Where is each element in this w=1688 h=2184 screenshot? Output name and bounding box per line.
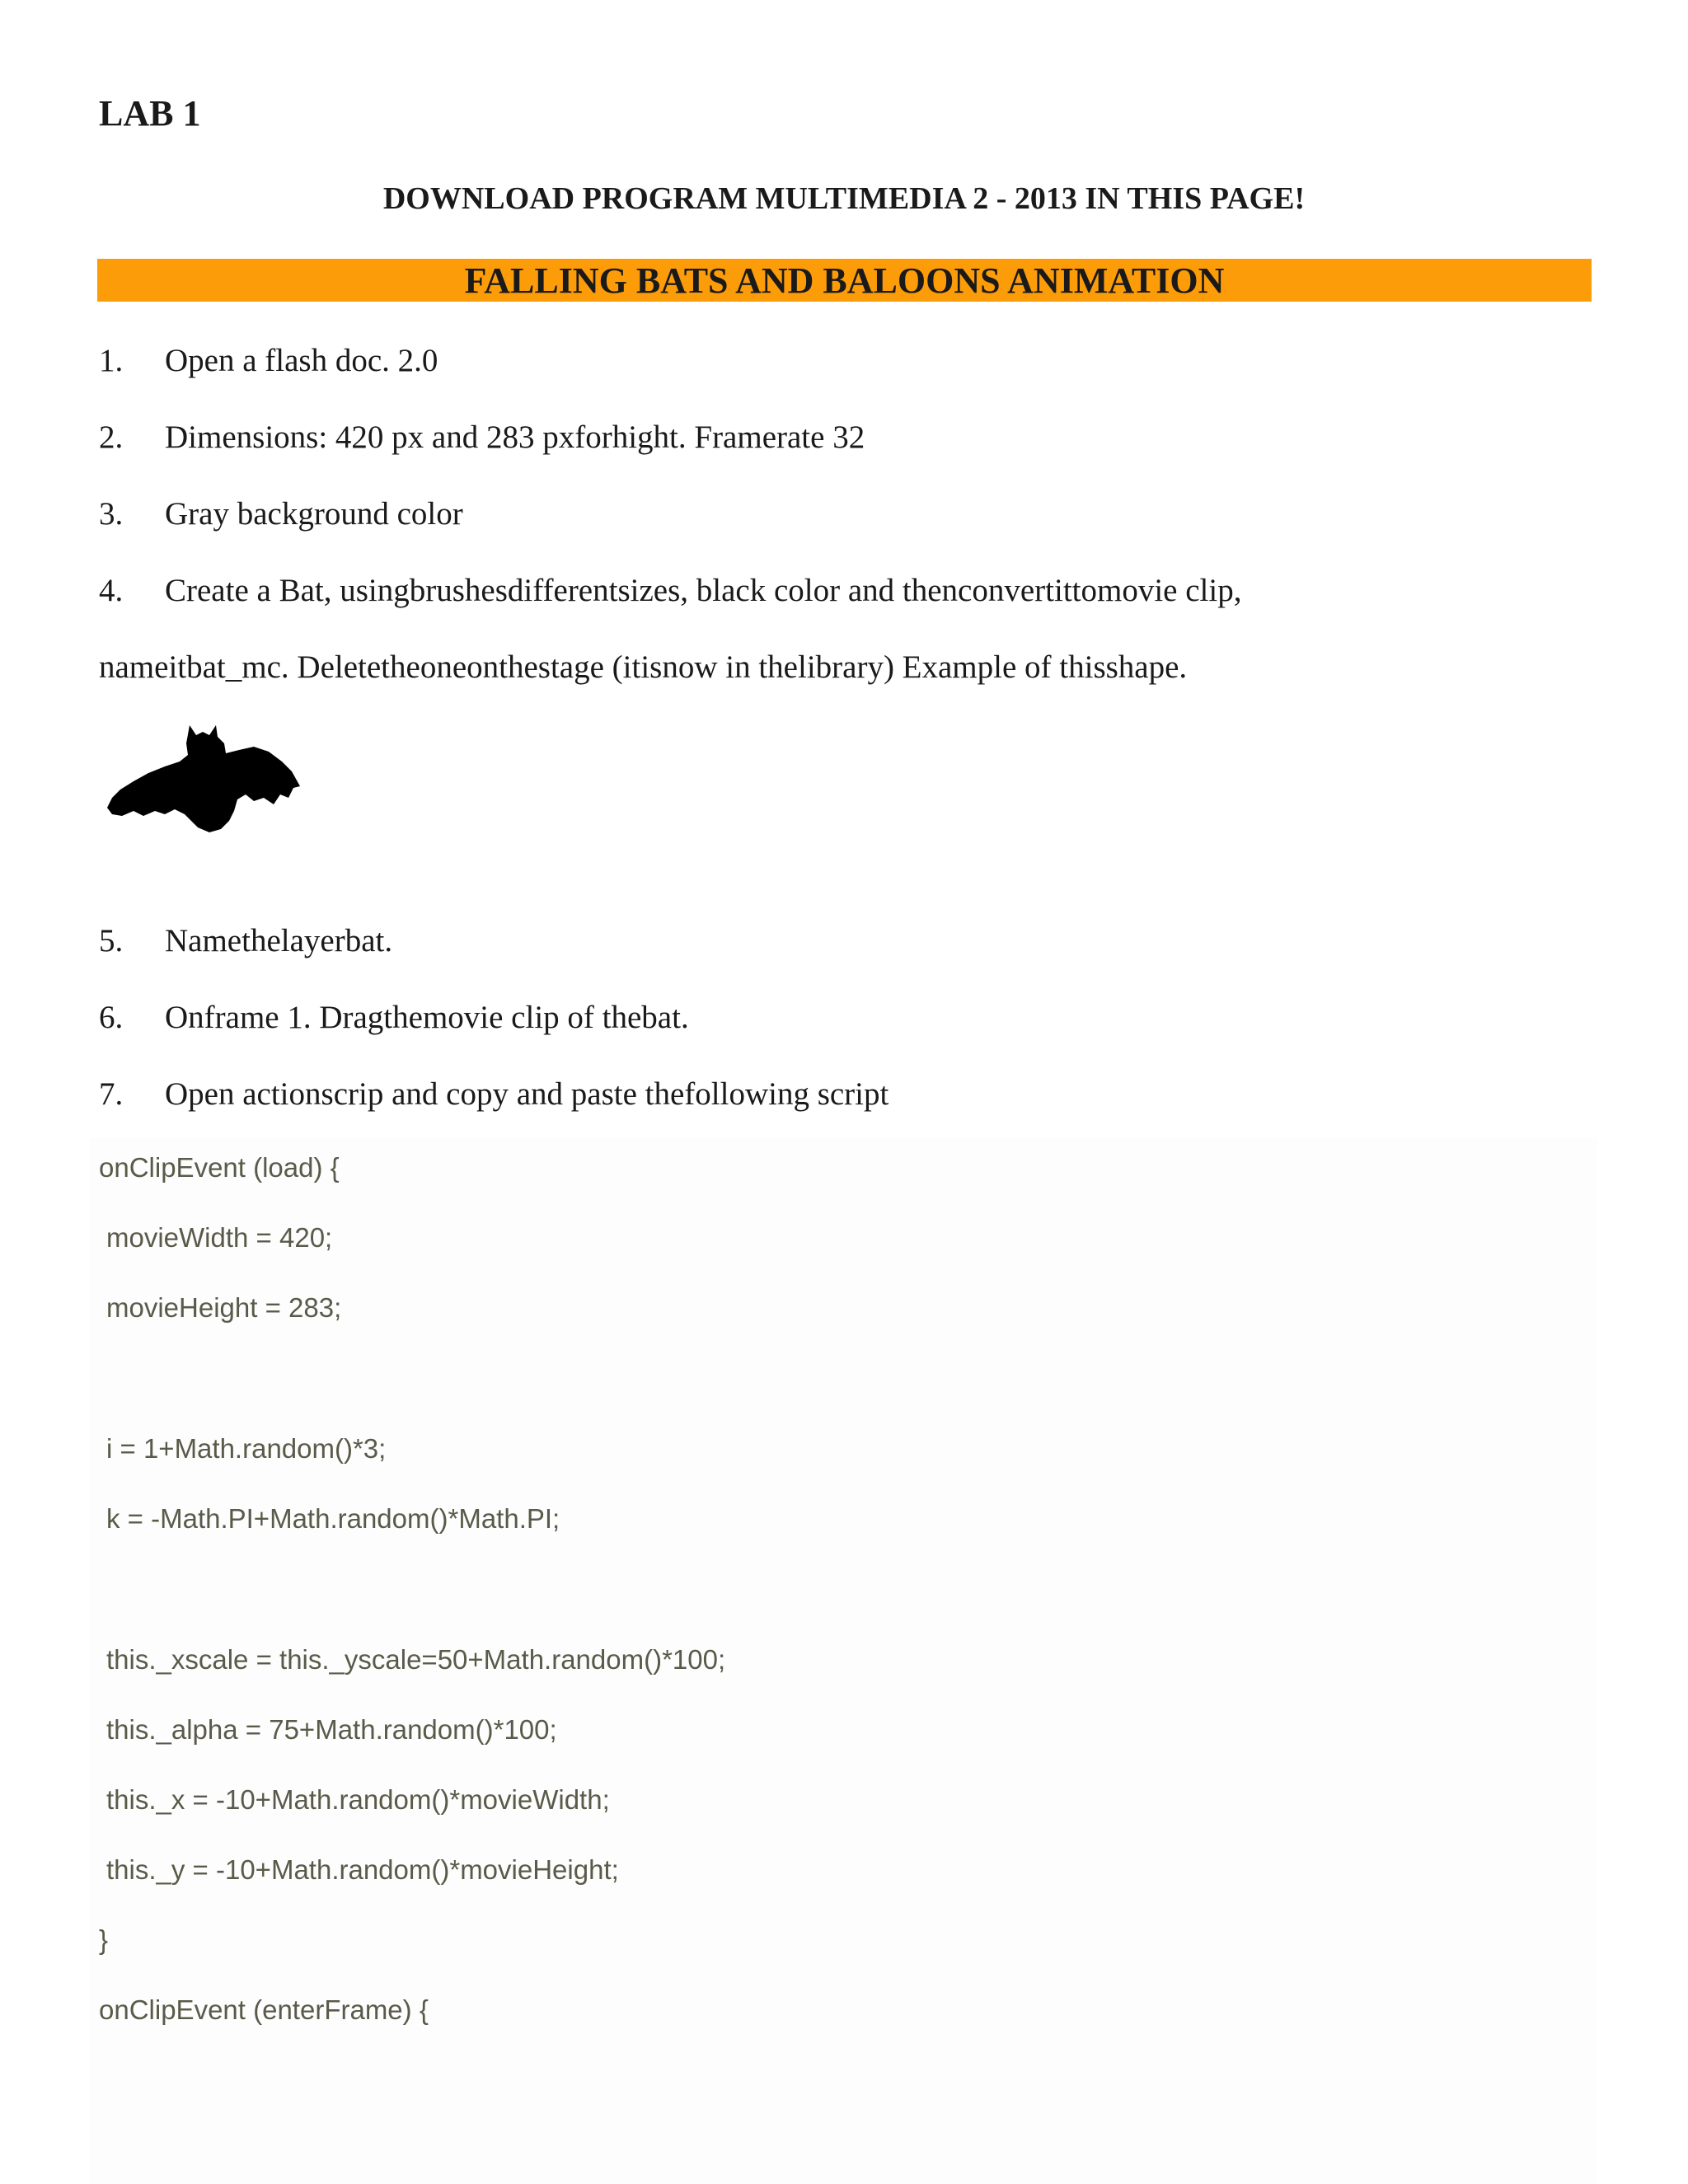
- step-continuation: nameitbat_mc. Deletetheoneonthestage (itisnow in thelibrary) Example of thisshape.: [99, 649, 1188, 685]
- code-line: this._alpha = 75+Math.random()*100;: [106, 1714, 557, 1745]
- step-number: 7.: [99, 1076, 124, 1112]
- step-number: 6.: [99, 1000, 124, 1035]
- code-line: this._x = -10+Math.random()*movieWidth;: [106, 1784, 610, 1815]
- step-text: Dimensions: 420 px and 283 pxforhight. Framerate 32: [165, 419, 865, 455]
- step-text: Open actionscrip and copy and paste thefollowing script: [165, 1076, 889, 1112]
- step-text: Gray background color: [165, 496, 463, 532]
- download-heading: DOWNLOAD PROGRAM MULTIMEDIA 2 - 2013 IN THIS PAGE!: [382, 181, 1306, 216]
- step-text: Onframe 1. Dragthemovie clip of thebat.: [165, 1000, 689, 1035]
- step-item: [99, 344, 438, 377]
- code-line: movieWidth = 420;: [106, 1222, 333, 1253]
- step-item: [99, 498, 463, 530]
- code-line: k = -Math.PI+Math.random()*Math.PI;: [106, 1503, 560, 1534]
- code-line: this._xscale = this._yscale=50+Math.random()*100;: [106, 1644, 726, 1675]
- step-text: Namethelayerbat.: [165, 923, 393, 958]
- section-banner: FALLING BATS AND BALOONS ANIMATION: [97, 259, 1592, 302]
- code-line: }: [99, 1924, 109, 1955]
- step-text: Open a flash doc. 2.0: [165, 343, 438, 378]
- code-line: onClipEvent (enterFrame) {: [99, 1994, 429, 2025]
- step-item: [99, 421, 865, 453]
- step-number: 1.: [99, 343, 124, 378]
- code-line: onClipEvent (load) {: [99, 1152, 340, 1183]
- step-item: [99, 574, 1241, 607]
- step-number: 4.: [99, 573, 124, 608]
- code-line: movieHeight = 283;: [106, 1292, 342, 1323]
- step-number: 3.: [99, 496, 124, 532]
- step-item: [99, 1078, 889, 1110]
- bat-image: [101, 719, 303, 842]
- step-item: [99, 925, 392, 957]
- step-number: 2.: [99, 419, 124, 455]
- step-number: 5.: [99, 923, 124, 958]
- step-item: [99, 1001, 689, 1033]
- bat-silhouette: [107, 725, 300, 832]
- code-line: i = 1+Math.random()*3;: [106, 1433, 387, 1464]
- code-line: this._y = -10+Math.random()*movieHeight;: [106, 1854, 619, 1885]
- step-text: Create a Bat, usingbrushesdifferentsizes, black color and thenconvertittomovie clip,: [165, 573, 1242, 608]
- lab-title: LAB 1: [99, 93, 201, 134]
